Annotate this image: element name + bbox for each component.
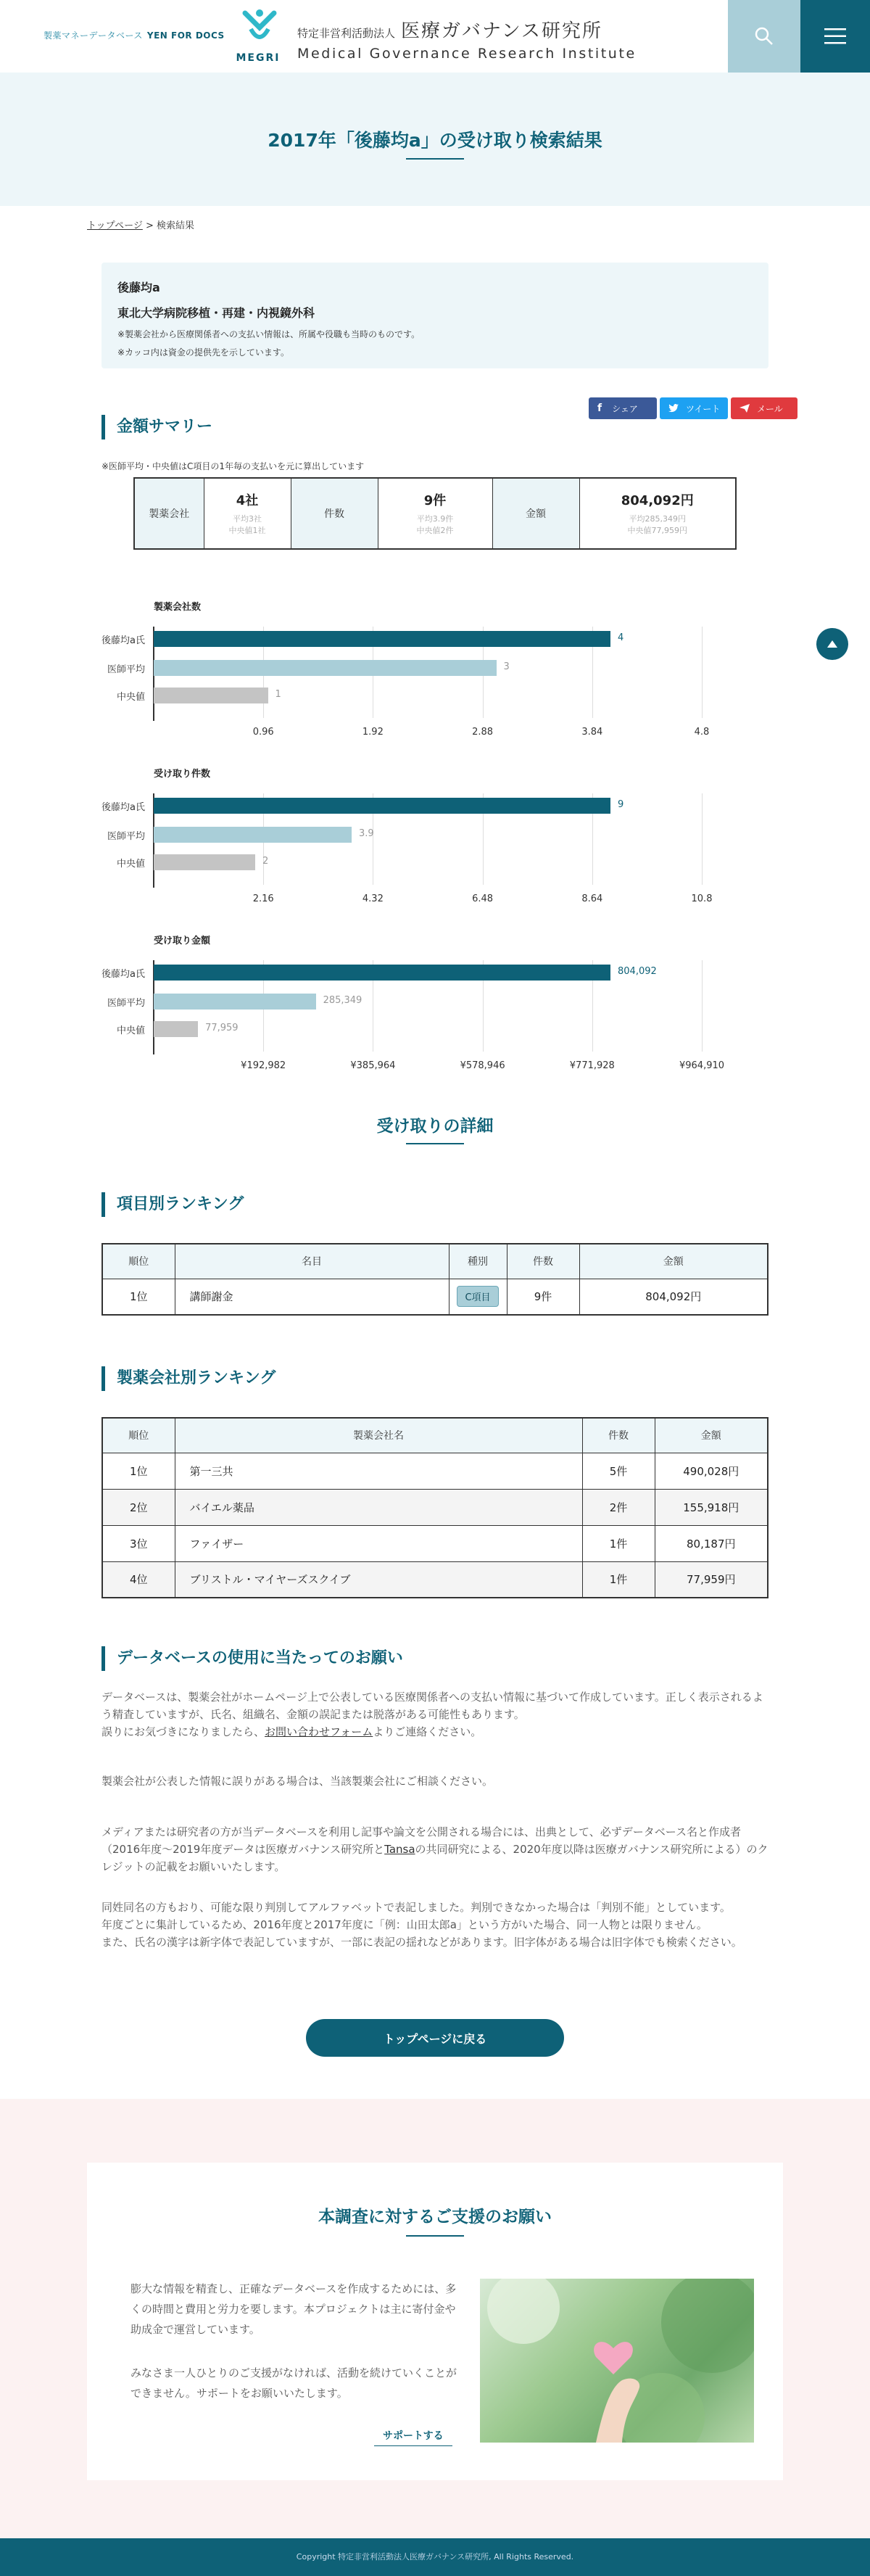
company-ranking-heading: 製薬会社別ランキング (102, 1366, 276, 1391)
rank-cell: 1位 (102, 1279, 175, 1315)
site-header (0, 0, 870, 73)
profile-affiliation: 東北大学病院移植・再建・内視鏡外科 (117, 306, 315, 320)
scroll-top-button[interactable] (816, 628, 848, 660)
breadcrumb-current: 検索結果 (157, 220, 195, 231)
title-underline (406, 158, 464, 160)
chart-bar (154, 854, 255, 870)
chart-tick-label: 4.32 (362, 893, 384, 904)
table-row (102, 1525, 768, 1561)
support-text: 膨大な情報を精査し、正確なデータベースを作成するためには、多くの時間と費用と労力を要します。本プロジェクトは主に寄付金や助成金で運営しています。 (130, 2282, 457, 2336)
chart-value-label: 3 (503, 661, 510, 672)
chart-title: 受け取り件数 (154, 769, 211, 780)
chart-tick-label: 10.8 (691, 893, 713, 904)
chart-value-label: 3.9 (359, 828, 374, 839)
chart-title: 受け取り金額 (154, 936, 211, 946)
support-link[interactable]: サポートする (374, 2428, 452, 2446)
chart-tick-label: ¥964,910 (679, 1060, 725, 1071)
summary-table (133, 477, 737, 550)
item-ranking-table (102, 1243, 768, 1316)
org-name: 医療ガバナンス研究所 (401, 20, 602, 42)
org-prefix: 特定非営利活動法人 (297, 27, 396, 40)
chart-gridline (702, 960, 703, 1052)
back-to-top-page-button[interactable]: トップページに戻る (306, 2019, 564, 2057)
chart-tick-label: 2.16 (252, 893, 274, 904)
chart-bar (154, 631, 610, 647)
site-footer: Copyright 特定非営利活動法人医療ガバナンス研究所, All Rights Reserved. (0, 2538, 870, 2576)
chart-bar (154, 1021, 198, 1037)
summary-sub: 平均3社 (233, 514, 262, 524)
chart-row-label: 後藤均a氏 (102, 802, 145, 813)
page-hero (0, 73, 870, 206)
company-cell: 第一三共 (175, 1453, 582, 1489)
summary-amount-value: 804,092円 (621, 493, 694, 508)
breadcrumb (87, 218, 194, 231)
count-cell: 1件 (582, 1525, 655, 1561)
chart-tick-label: 1.92 (362, 727, 384, 738)
chart-row-label: 中央値 (116, 859, 145, 870)
tagline-text: 製薬マネーデータベース (44, 30, 143, 41)
breadcrumb-home[interactable]: トップページ (87, 220, 143, 231)
company-cell: ファイザー (175, 1525, 582, 1561)
item-cell: 講師謝金 (175, 1279, 449, 1315)
summary-sub: 平均285,349円 (629, 514, 686, 524)
megri-logo[interactable] (233, 6, 283, 67)
chart-bar (154, 827, 352, 843)
notice-text: データベースは、製薬会社がホームページ上で公表している医療関係者への支払い情報に基づいて作成しています。正しく表示されるよう精査していますが、氏名、組織名、金額の誤記または脱落がある可能性もあります。 (102, 1690, 763, 1721)
chart-tick-label: 8.64 (581, 893, 603, 904)
support-heading: 本調査に対するご支援のお願い (318, 2208, 552, 2226)
notice-text: よりご連絡ください。 (373, 1725, 482, 1738)
profile-box (102, 263, 768, 368)
col-header: 製薬会社名 (175, 1418, 582, 1453)
notice-text: 同姓同名の方もおり、可能な限り判別してアルファベットで表記しました。判別できなかった場合は「判別不能」としています。 (102, 1901, 731, 1914)
summary-sub: 平均3.9件 (416, 514, 454, 524)
type-badge: C項目 (457, 1286, 498, 1307)
tansa-link[interactable]: Tansa (384, 1843, 415, 1856)
notice-text: メディアまたは研究者の方が当データベースを利用し記事や論文を公開される場合には、出典として、必ずデータベース名と作成者（2016年度〜2019年度データは医療ガバナンス研究所と (102, 1825, 742, 1856)
org-name-en: Medical Governance Research Institute (297, 46, 637, 62)
col-header: 金額 (579, 1244, 768, 1279)
twitter-icon (668, 404, 679, 413)
chart-tick-label: 6.48 (472, 893, 494, 904)
chart-value-label: 1 (275, 689, 281, 700)
rank-cell: 1位 (102, 1453, 175, 1489)
support-photo (480, 2279, 754, 2443)
chart-tick-label: 3.84 (581, 727, 603, 738)
count-cell: 2件 (582, 1489, 655, 1525)
profile-name: 後藤均a (117, 281, 160, 294)
chart-tick-label: 2.88 (472, 727, 494, 738)
chart-row-label: 医師平均 (107, 831, 145, 842)
mail-share-button[interactable] (731, 397, 798, 419)
contact-form-link[interactable]: お問い合わせフォーム (265, 1725, 373, 1738)
summary-amount-cell (579, 478, 736, 549)
notice-heading: データベースの使用に当たってのお願い (102, 1646, 403, 1671)
col-header: 件数 (582, 1418, 655, 1453)
count-cell: 1件 (582, 1561, 655, 1598)
summary-heading: 金額サマリー (102, 415, 212, 439)
twitter-share-button[interactable] (660, 397, 728, 419)
table-row (102, 1489, 768, 1525)
col-header: 件数 (507, 1244, 579, 1279)
company-cell: バイエル薬品 (175, 1489, 582, 1525)
share-label: シェア (612, 403, 638, 414)
rank-cell: 2位 (102, 1489, 175, 1525)
summary-note: ※医師平均・中央値はC項目の1年毎の支払いを元に算出しています (102, 461, 365, 471)
notice-paragraph (102, 1899, 768, 1951)
chart-row-label: 医師平均 (107, 664, 145, 675)
facebook-icon: f (597, 402, 602, 414)
chart-value-label: 285,349 (323, 995, 362, 1006)
support-card (87, 2163, 783, 2480)
menu-button[interactable] (800, 0, 870, 73)
tagline-brand: YEN FOR DOCS (146, 30, 225, 41)
table-header-row (102, 1418, 768, 1453)
amount-chart (0, 933, 870, 1070)
chart-tick-label: ¥771,928 (569, 1060, 615, 1071)
chart-tick-label: ¥192,982 (241, 1060, 286, 1071)
table-row (102, 1279, 768, 1315)
chart-row-label: 中央値 (116, 1025, 145, 1036)
notice-text: また、氏名の漢字は新字体で表記していますが、一部に表記の揺れなどがあります。旧字体がある場合は旧字体でも検索ください。 (102, 1936, 742, 1949)
chart-value-label: 804,092 (618, 966, 657, 977)
summary-sub: 中央値1社 (228, 526, 266, 535)
breadcrumb-sep: > (142, 220, 157, 231)
summary-count-value: 9件 (423, 493, 447, 508)
summary-count-label: 件数 (291, 478, 378, 549)
chart-bar (154, 660, 497, 676)
chart-row-label: 医師平均 (107, 998, 145, 1009)
chart-bar (154, 798, 610, 814)
amount-cell: 155,918円 (655, 1489, 768, 1525)
profile-note: ※製薬会社から医療関係者への支払い情報は、所属や役職も当時のものです。 (117, 329, 420, 339)
notice-paragraph (102, 1688, 768, 1741)
type-cell (449, 1279, 507, 1315)
notice-paragraph (102, 1823, 768, 1875)
chart-row-label: 後藤均a氏 (102, 635, 145, 646)
chart-gridline (702, 793, 703, 885)
support-underline (406, 2235, 464, 2237)
col-header: 金額 (655, 1418, 768, 1453)
companies-chart (0, 599, 870, 737)
search-icon (754, 26, 774, 46)
support-text: みなさま一人ひとりのご支援がなければ、活動を続けていくことができません。サポートをお願いいたします。 (130, 2366, 457, 2400)
chart-value-label: 4 (618, 632, 624, 643)
col-header: 順位 (102, 1244, 175, 1279)
summary-sub: 中央値77,959円 (627, 526, 687, 535)
table-header-row (102, 1244, 768, 1279)
hamburger-icon (824, 28, 846, 44)
logo-mark-icon (241, 9, 278, 45)
amount-cell: 490,028円 (655, 1453, 768, 1489)
notice-text: 誤りにお気づきになりましたら、 (102, 1725, 265, 1738)
summary-companies-label: 製薬会社 (134, 478, 204, 549)
amount-cell: 77,959円 (655, 1561, 768, 1598)
col-header: 順位 (102, 1418, 175, 1453)
details-heading: 受け取りの詳細 (376, 1117, 494, 1136)
rank-cell: 3位 (102, 1525, 175, 1561)
share-label: メール (757, 403, 783, 414)
chart-tick-label: 4.8 (694, 727, 710, 738)
chart-value-label: 9 (618, 799, 624, 810)
chart-row-label: 中央値 (116, 692, 145, 703)
col-header: 名目 (175, 1244, 449, 1279)
paper-plane-icon (740, 404, 750, 413)
col-header: 種別 (449, 1244, 507, 1279)
chart-tick-label: ¥578,946 (460, 1060, 505, 1071)
chart-tick-label: 0.96 (252, 727, 274, 738)
count-cell: 5件 (582, 1453, 655, 1489)
hand-holding-heart-image (480, 2279, 754, 2443)
notice-paragraph: 製薬会社が公表した情報に誤りがある場合は、当該製薬会社にご相談ください。 (102, 1775, 494, 1788)
chart-title: 製薬会社数 (154, 602, 202, 613)
facebook-share-button[interactable] (589, 397, 657, 419)
rank-cell: 4位 (102, 1561, 175, 1598)
count-cell: 9件 (507, 1279, 579, 1315)
profile-note: ※カッコ内は資金の提供先を示しています。 (117, 347, 289, 358)
amount-cell: 804,092円 (579, 1279, 768, 1315)
chart-value-label: 2 (262, 856, 269, 867)
notice-text: 年度ごとに集計しているため、2016年度と2017年度に「例：山田太郎a」という方がいた場合、同一人物とは限りません。 (102, 1918, 708, 1931)
logo-text: MEGRI (236, 52, 281, 64)
company-ranking-table (102, 1417, 768, 1598)
notice-text: の共同研究による、2020年度以降は医療ガバナンス研究所による）のクレジットの記載をお願いいたします。 (102, 1843, 768, 1873)
summary-amount-label: 金額 (492, 478, 579, 549)
search-button[interactable] (728, 0, 800, 73)
chart-value-label: 77,959 (205, 1023, 239, 1033)
table-row (102, 1561, 768, 1598)
details-underline (406, 1143, 464, 1144)
site-tagline[interactable] (44, 29, 225, 41)
chart-tick-label: ¥385,964 (350, 1060, 396, 1071)
summary-companies-cell (204, 478, 291, 549)
arrow-up-icon (827, 640, 837, 648)
chart-row-label: 後藤均a氏 (102, 969, 145, 980)
summary-sub: 中央値2件 (416, 526, 454, 535)
share-label: ツイート (686, 403, 721, 414)
company-cell: ブリストル・マイヤーズスクイブ (175, 1561, 582, 1598)
table-row (102, 1453, 768, 1489)
chart-bar (154, 994, 316, 1010)
summary-companies-value: 4社 (236, 493, 259, 508)
summary-count-cell (378, 478, 492, 549)
page-title: 2017年「後藤均a」の受け取り検索結果 (268, 130, 602, 151)
chart-bar (154, 688, 268, 703)
count-chart (0, 766, 870, 904)
item-ranking-heading: 項目別ランキング (102, 1192, 244, 1217)
chart-bar (154, 965, 610, 981)
org-name-block[interactable] (297, 16, 637, 62)
amount-cell: 80,187円 (655, 1525, 768, 1561)
chart-gridline (702, 627, 703, 718)
